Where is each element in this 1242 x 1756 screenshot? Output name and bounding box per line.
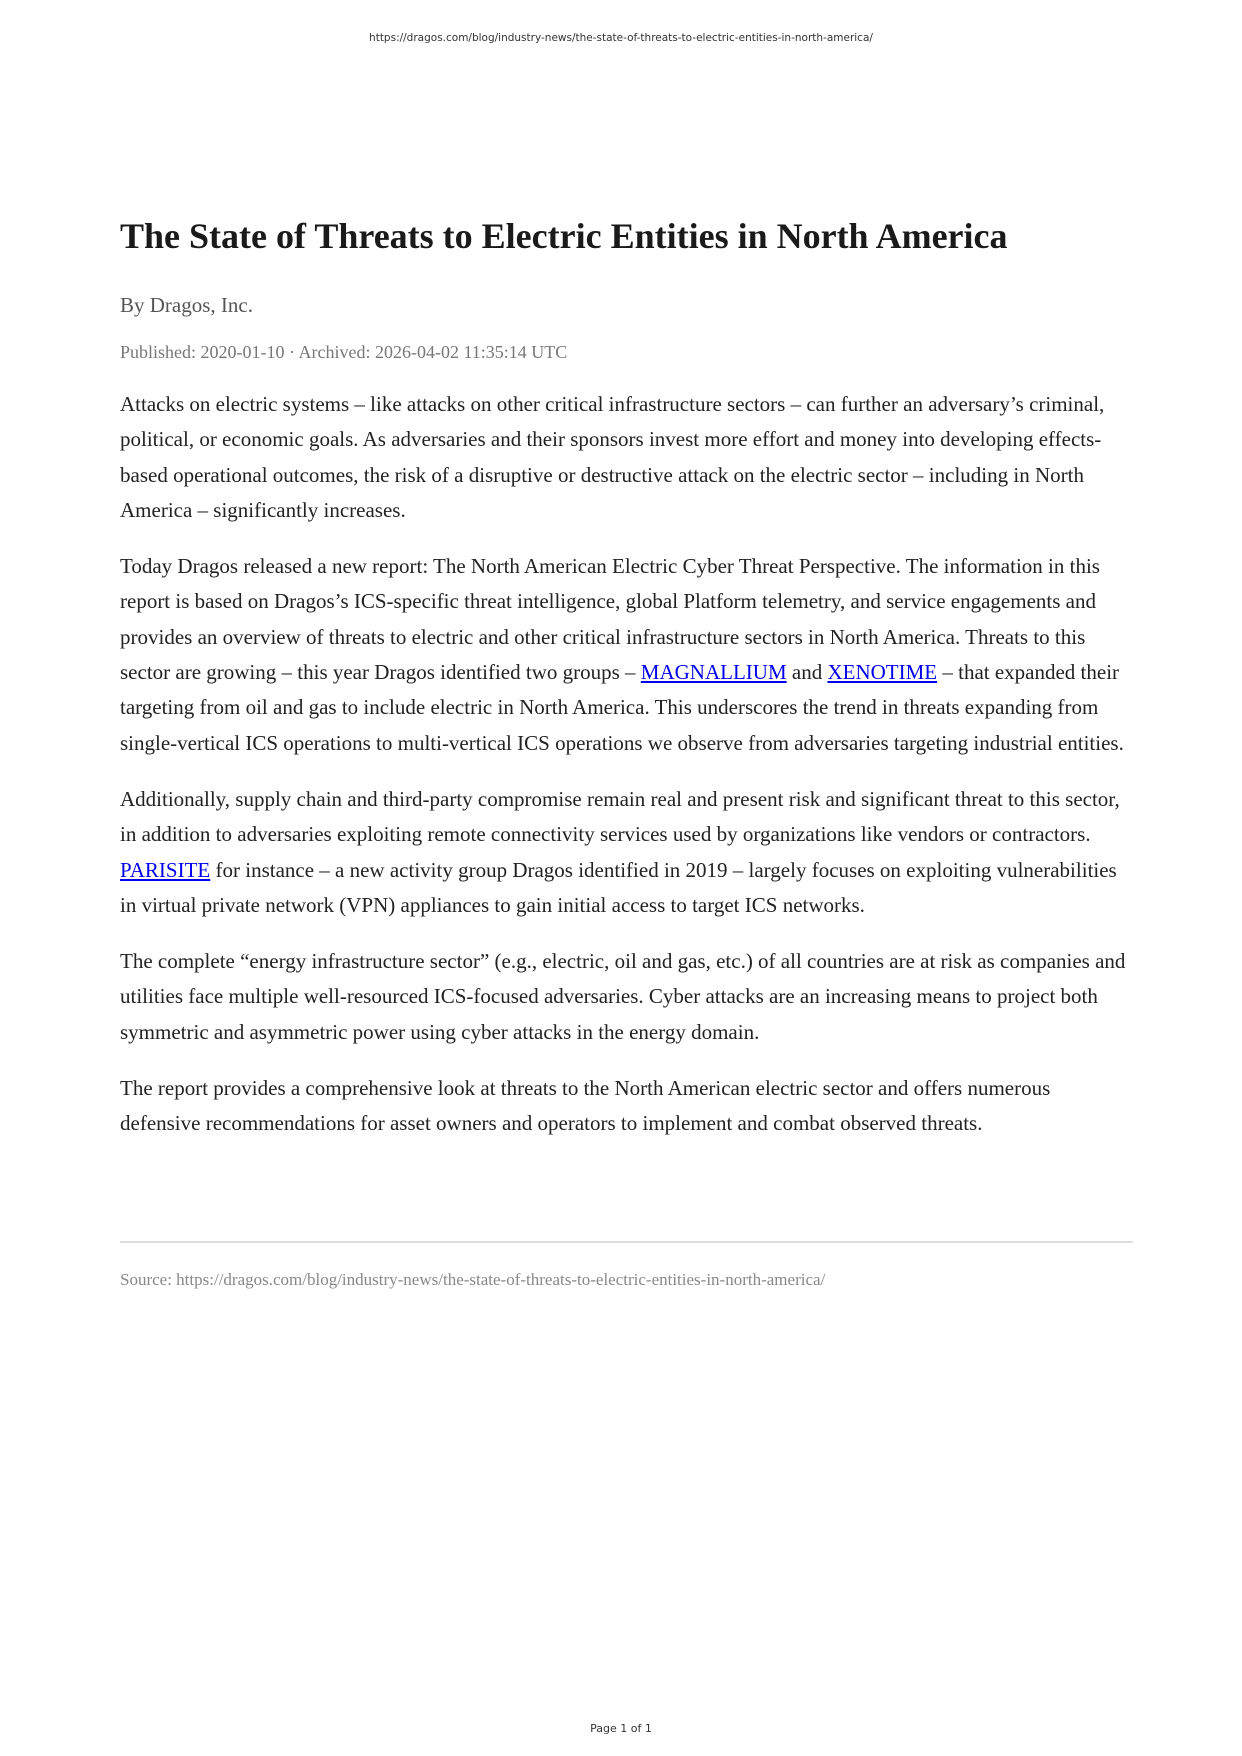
xenotime-link[interactable]: XENOTIME <box>827 660 938 685</box>
article-body <box>120 387 1135 1142</box>
paragraph-5: The report provides a comprehensive look at threats to the North American electric sector and offers numerous defensive recommendations for asset owners and operators to implement and combat observed threats. <box>120 1076 1051 1136</box>
paragraph-text: and <box>786 660 828 685</box>
paragraph-text: – that expanded their targeting from oil and gas to include electric in North America. This underscores the trend in threats expanding from single-vertical ICS operations to multi-vertical ICS operations we observe from adversaries targeting industrial entities. <box>120 660 1124 755</box>
page-title: The State of Threats to Electric Entities in North America <box>120 216 1008 256</box>
paragraph-4: The complete “energy infrastructure sector” (e.g., electric, oil and gas, etc.) of all countries are at risk as companies and utilities face multiple well-resourced ICS-focused adversaries. Cyber attacks are an increasing means to project both symmetric and asymmetric power using cyber attacks in the energy domain. <box>120 949 1126 1044</box>
paragraph-2 <box>120 549 1135 761</box>
source-line: Source: https://dragos.com/blog/industry-news/the-state-of-threats-to-electric-entities-in-north-america/ <box>120 1270 826 1289</box>
publish-meta: Published: 2020-01-10 · Archived: 2026-04-02 11:35:14 UTC <box>120 342 568 362</box>
magnallium-link[interactable]: MAGNALLIUM <box>640 660 787 685</box>
page-number: Page 1 of 1 <box>590 1722 652 1735</box>
divider <box>120 1241 1133 1243</box>
parisite-link[interactable]: PARISITE <box>120 857 211 882</box>
paragraph-text: for instance – a new activity group Dragos identified in 2019 – largely focuses on exploiting vulnerabilities in virtual private network (VPN) appliances to gain initial access to target ICS networks. <box>120 857 1117 917</box>
byline: By Dragos, Inc. <box>120 293 253 317</box>
paragraph-3 <box>120 782 1135 923</box>
article <box>120 212 1135 1163</box>
header-url: https://dragos.com/blog/industry-news/the-state-of-threats-to-electric-entities-in-north-america/ <box>369 32 873 44</box>
paragraph-1: Attacks on electric systems – like attacks on other critical infrastructure sectors – can further an adversary’s criminal, political, or economic goals. As adversaries and their sponsors invest more effort and money into developing effects-based operational outcomes, the risk of a disruptive or destructive attack on the electric sector – including in North America – significantly increases. <box>120 392 1105 522</box>
paragraph-text: Today Dragos released a new report: The North American Electric Cyber Threat Perspective. The information in this report is based on Dragos’s ICS-specific threat intelligence, global Platform telemetry, and service engagements and provides an overview of threats to electric and other critical infrastructure sectors in North America. Threats to this sector are growing – this year Dragos identified two groups – <box>120 554 1100 685</box>
paragraph-text: Additionally, supply chain and third-party compromise remain real and present risk and significant threat to this sector, in addition to adversaries exploiting remote connectivity services used by organizations like vendors or contractors. <box>120 786 1120 847</box>
